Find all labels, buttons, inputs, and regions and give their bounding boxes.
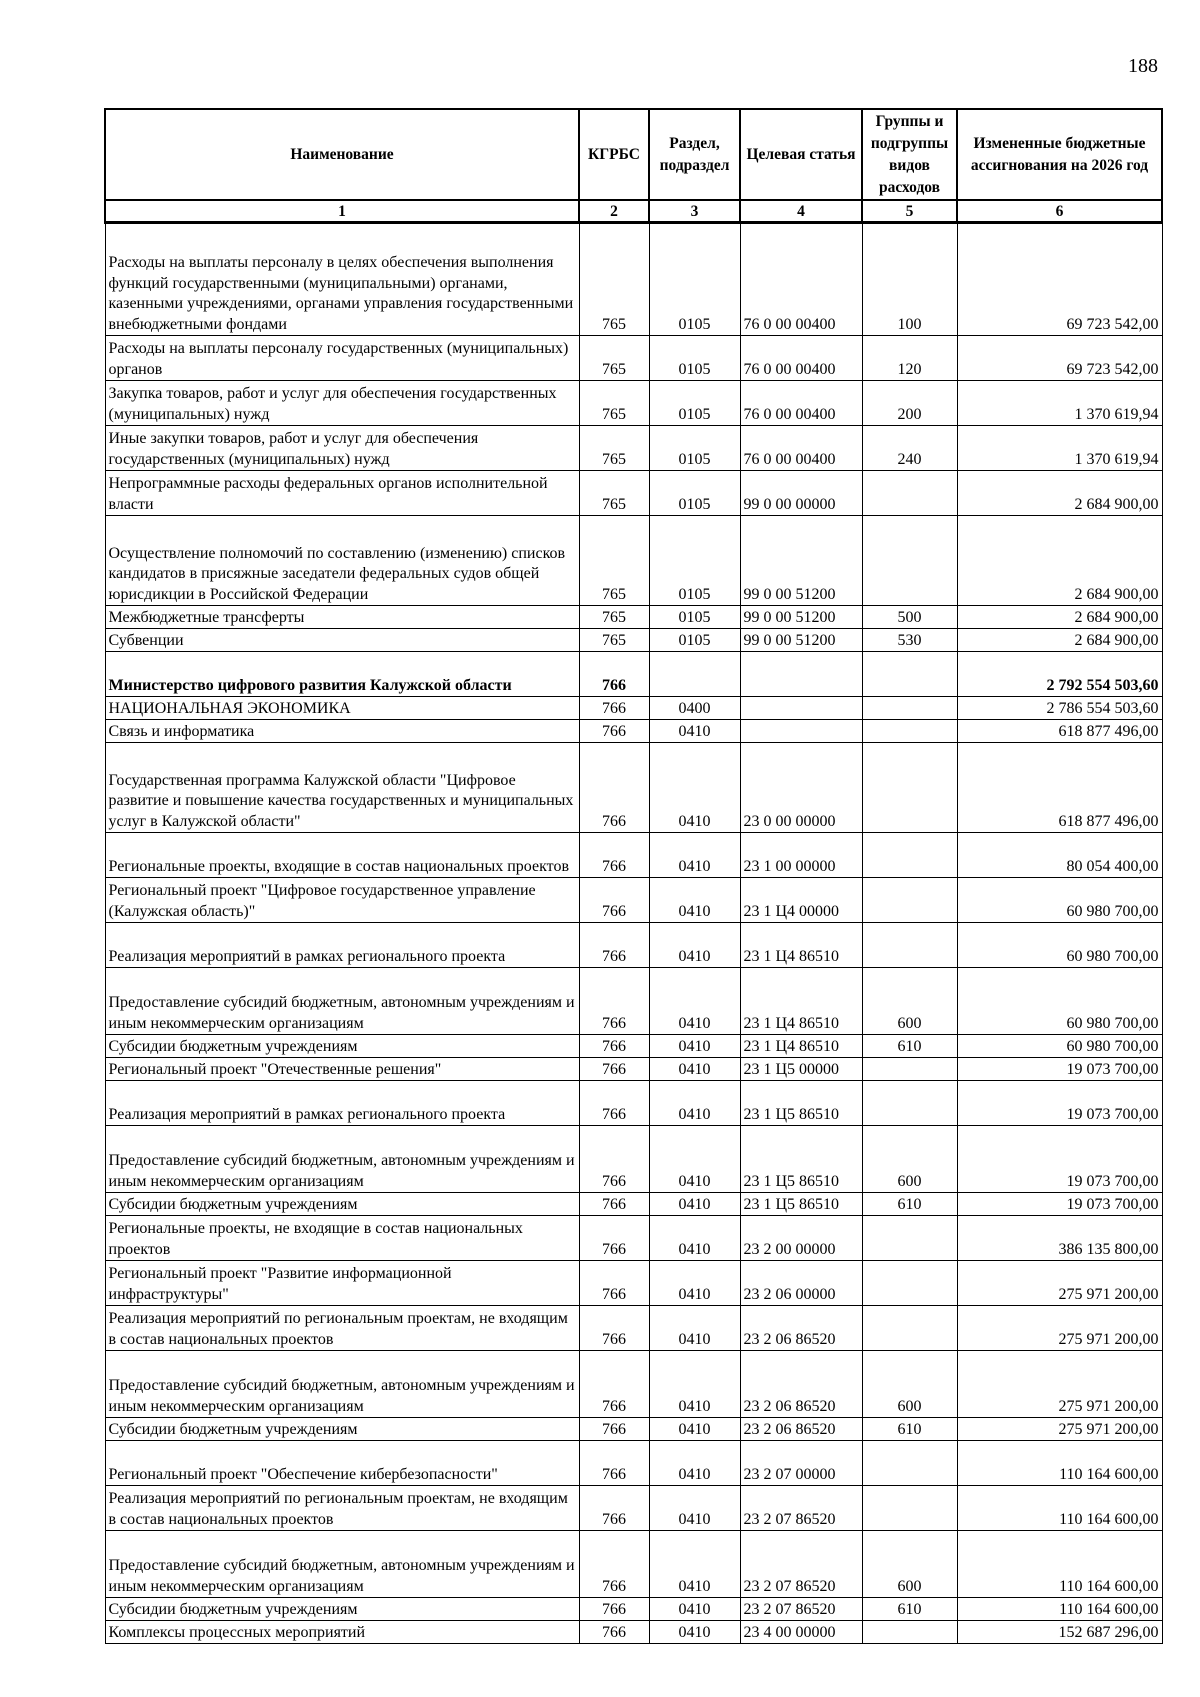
row-target: 76 0 00 00400 <box>740 381 862 426</box>
row-kgrbs: 766 <box>579 1621 649 1644</box>
row-group <box>862 1306 957 1351</box>
row-name: Региональный проект "Цифровое государственное управление (Калужская область)" <box>105 878 579 923</box>
row-name: Региональный проект "Отечественные решения" <box>105 1058 579 1081</box>
row-kgrbs: 766 <box>579 1081 649 1126</box>
row-amount: 275 971 200,00 <box>957 1306 1162 1351</box>
row-name: Осуществление полномочий по составлению (изменению) списков кандидатов в присяжные заседатели федеральных судов общей юрисдикции в Российской Федерации <box>105 516 579 606</box>
row-amount: 110 164 600,00 <box>957 1531 1162 1598</box>
row-target: 99 0 00 51200 <box>740 606 862 629</box>
row-kgrbs: 766 <box>579 720 649 743</box>
row-group: 600 <box>862 1351 957 1418</box>
row-kgrbs: 766 <box>579 833 649 878</box>
row-section: 0410 <box>649 1058 740 1081</box>
row-group: 600 <box>862 968 957 1035</box>
row-amount: 2 684 900,00 <box>957 516 1162 606</box>
row-target: 23 1 Ц5 00000 <box>740 1058 862 1081</box>
table-row <box>105 743 1162 833</box>
row-amount: 2 684 900,00 <box>957 471 1162 516</box>
row-kgrbs: 766 <box>579 1441 649 1486</box>
row-group <box>862 720 957 743</box>
column-number: 1 <box>105 200 579 223</box>
row-name: Предоставление субсидий бюджетным, автономным учреждениям и иным некоммерческим организациям <box>105 968 579 1035</box>
row-name: Расходы на выплаты персоналу в целях обеспечения выполнения функций государственными (муниципальными) органами, казенными учреждениями, органами управления государственными внебюджетными фондами <box>105 223 579 336</box>
row-group <box>862 652 957 697</box>
row-kgrbs: 766 <box>579 743 649 833</box>
page-number: 188 <box>1128 55 1158 77</box>
row-section: 0410 <box>649 1598 740 1621</box>
row-amount: 275 971 200,00 <box>957 1418 1162 1441</box>
row-group: 610 <box>862 1035 957 1058</box>
row-section: 0410 <box>649 1351 740 1418</box>
column-number: 6 <box>957 200 1162 223</box>
row-section: 0105 <box>649 516 740 606</box>
row-name: Непрограммные расходы федеральных органов исполнительной власти <box>105 471 579 516</box>
row-name: Комплексы процессных мероприятий <box>105 1621 579 1644</box>
row-amount: 110 164 600,00 <box>957 1598 1162 1621</box>
table-row <box>105 1035 1162 1058</box>
row-amount: 275 971 200,00 <box>957 1351 1162 1418</box>
row-amount: 19 073 700,00 <box>957 1193 1162 1216</box>
row-section: 0410 <box>649 1531 740 1598</box>
row-group: 610 <box>862 1598 957 1621</box>
row-group <box>862 1486 957 1531</box>
row-name: Региональные проекты, входящие в состав национальных проектов <box>105 833 579 878</box>
column-number: 2 <box>579 200 649 223</box>
row-name: Предоставление субсидий бюджетным, автономным учреждениям и иным некоммерческим организациям <box>105 1126 579 1193</box>
row-amount: 386 135 800,00 <box>957 1216 1162 1261</box>
row-target: 23 1 Ц5 86510 <box>740 1081 862 1126</box>
row-group <box>862 516 957 606</box>
row-section: 0410 <box>649 968 740 1035</box>
row-amount: 19 073 700,00 <box>957 1058 1162 1081</box>
table-row <box>105 336 1162 381</box>
row-kgrbs: 765 <box>579 471 649 516</box>
table-row <box>105 878 1162 923</box>
row-target: 23 2 00 00000 <box>740 1216 862 1261</box>
row-amount: 275 971 200,00 <box>957 1261 1162 1306</box>
row-kgrbs: 765 <box>579 606 649 629</box>
row-kgrbs: 765 <box>579 629 649 652</box>
row-name: Закупка товаров, работ и услуг для обеспечения государственных (муниципальных) нужд <box>105 381 579 426</box>
row-amount: 2 792 554 503,60 <box>957 652 1162 697</box>
row-name: Расходы на выплаты персоналу государственных (муниципальных) органов <box>105 336 579 381</box>
table-row <box>105 720 1162 743</box>
column-number: 4 <box>740 200 862 223</box>
row-kgrbs: 766 <box>579 697 649 720</box>
row-group: 600 <box>862 1126 957 1193</box>
row-target: 99 0 00 51200 <box>740 629 862 652</box>
row-kgrbs: 766 <box>579 923 649 968</box>
row-amount: 618 877 496,00 <box>957 743 1162 833</box>
row-kgrbs: 766 <box>579 1531 649 1598</box>
row-name: Межбюджетные трансферты <box>105 606 579 629</box>
row-amount: 60 980 700,00 <box>957 878 1162 923</box>
row-section: 0105 <box>649 381 740 426</box>
row-target: 23 2 06 86520 <box>740 1418 862 1441</box>
table-row <box>105 471 1162 516</box>
table-row <box>105 833 1162 878</box>
row-group <box>862 1058 957 1081</box>
row-name: Реализация мероприятий по региональным проектам, не входящим в состав национальных проектов <box>105 1306 579 1351</box>
row-kgrbs: 766 <box>579 1058 649 1081</box>
table-row <box>105 1306 1162 1351</box>
row-section: 0105 <box>649 606 740 629</box>
table-row <box>105 1126 1162 1193</box>
table-row <box>105 606 1162 629</box>
row-name: НАЦИОНАЛЬНАЯ ЭКОНОМИКА <box>105 697 579 720</box>
row-group <box>862 1441 957 1486</box>
row-name: Субсидии бюджетным учреждениям <box>105 1193 579 1216</box>
row-group: 200 <box>862 381 957 426</box>
row-name: Субсидии бюджетным учреждениям <box>105 1035 579 1058</box>
row-target: 23 1 Ц4 00000 <box>740 878 862 923</box>
row-section: 0410 <box>649 1126 740 1193</box>
row-amount: 1 370 619,94 <box>957 381 1162 426</box>
table-row <box>105 1193 1162 1216</box>
header-kgrbs: КГРБС <box>579 109 649 200</box>
row-section: 0410 <box>649 1216 740 1261</box>
table-row <box>105 1531 1162 1598</box>
row-group: 610 <box>862 1193 957 1216</box>
header-target: Целевая статья <box>740 109 862 200</box>
table-row <box>105 1418 1162 1441</box>
row-target: 23 1 Ц5 86510 <box>740 1193 862 1216</box>
row-kgrbs: 766 <box>579 1261 649 1306</box>
row-target: 23 2 07 86520 <box>740 1531 862 1598</box>
row-amount: 19 073 700,00 <box>957 1126 1162 1193</box>
row-group <box>862 471 957 516</box>
row-kgrbs: 766 <box>579 1126 649 1193</box>
row-target: 23 2 07 86520 <box>740 1486 862 1531</box>
row-target: 23 2 06 86520 <box>740 1306 862 1351</box>
header-name: Наименование <box>105 109 579 200</box>
row-target: 23 1 Ц5 86510 <box>740 1126 862 1193</box>
header-section: Раздел, подраздел <box>649 109 740 200</box>
row-section <box>649 652 740 697</box>
header-groups: Группы и подгруппы видов расходов <box>862 109 957 200</box>
row-section: 0410 <box>649 720 740 743</box>
row-section: 0410 <box>649 743 740 833</box>
row-target: 76 0 00 00400 <box>740 426 862 471</box>
row-kgrbs: 766 <box>579 1035 649 1058</box>
row-group: 120 <box>862 336 957 381</box>
row-amount: 69 723 542,00 <box>957 336 1162 381</box>
row-section: 0410 <box>649 1441 740 1486</box>
row-group: 600 <box>862 1531 957 1598</box>
row-name: Связь и информатика <box>105 720 579 743</box>
row-target: 23 1 Ц4 86510 <box>740 968 862 1035</box>
row-kgrbs: 766 <box>579 1351 649 1418</box>
row-name: Субсидии бюджетным учреждениям <box>105 1418 579 1441</box>
row-section: 0410 <box>649 1261 740 1306</box>
table-row <box>105 697 1162 720</box>
row-section: 0410 <box>649 1418 740 1441</box>
row-group <box>862 923 957 968</box>
row-target: 76 0 00 00400 <box>740 223 862 336</box>
table-row <box>105 1621 1162 1644</box>
row-amount: 2 786 554 503,60 <box>957 697 1162 720</box>
row-section: 0105 <box>649 629 740 652</box>
column-number: 5 <box>862 200 957 223</box>
row-target: 23 4 00 00000 <box>740 1621 862 1644</box>
row-name: Субсидии бюджетным учреждениям <box>105 1598 579 1621</box>
row-group: 100 <box>862 223 957 336</box>
table-row <box>105 1081 1162 1126</box>
row-kgrbs: 766 <box>579 1193 649 1216</box>
table-row <box>105 516 1162 606</box>
table-row <box>105 1486 1162 1531</box>
row-group: 610 <box>862 1418 957 1441</box>
table-row <box>105 1598 1162 1621</box>
row-target <box>740 652 862 697</box>
row-section: 0105 <box>649 426 740 471</box>
row-amount: 2 684 900,00 <box>957 629 1162 652</box>
column-number-row <box>105 200 1162 223</box>
row-target: 23 2 07 00000 <box>740 1441 862 1486</box>
table-header-row <box>105 109 1162 200</box>
row-kgrbs: 765 <box>579 381 649 426</box>
row-kgrbs: 765 <box>579 516 649 606</box>
row-amount: 110 164 600,00 <box>957 1486 1162 1531</box>
row-section: 0105 <box>649 336 740 381</box>
row-amount: 60 980 700,00 <box>957 923 1162 968</box>
row-name: Реализация мероприятий по региональным проектам, не входящим в состав национальных проектов <box>105 1486 579 1531</box>
row-section: 0410 <box>649 1035 740 1058</box>
row-group <box>862 833 957 878</box>
row-group <box>862 697 957 720</box>
row-name: Региональный проект "Обеспечение кибербезопасности" <box>105 1441 579 1486</box>
table-row <box>105 629 1162 652</box>
row-kgrbs: 766 <box>579 1216 649 1261</box>
row-kgrbs: 765 <box>579 426 649 471</box>
row-name: Реализация мероприятий в рамках регионального проекта <box>105 923 579 968</box>
row-group <box>862 1621 957 1644</box>
row-name: Реализация мероприятий в рамках регионального проекта <box>105 1081 579 1126</box>
row-target: 99 0 00 00000 <box>740 471 862 516</box>
row-target: 99 0 00 51200 <box>740 516 862 606</box>
row-name: Предоставление субсидий бюджетным, автономным учреждениям и иным некоммерческим организациям <box>105 1351 579 1418</box>
row-kgrbs: 766 <box>579 1418 649 1441</box>
row-section: 0105 <box>649 471 740 516</box>
row-kgrbs: 766 <box>579 1306 649 1351</box>
row-group: 240 <box>862 426 957 471</box>
row-name: Региональные проекты, не входящие в состав национальных проектов <box>105 1216 579 1261</box>
row-group <box>862 743 957 833</box>
row-kgrbs: 766 <box>579 968 649 1035</box>
table-row <box>105 652 1162 697</box>
row-section: 0400 <box>649 697 740 720</box>
row-target: 23 1 Ц4 86510 <box>740 1035 862 1058</box>
row-target <box>740 697 862 720</box>
row-section: 0410 <box>649 1193 740 1216</box>
row-amount: 19 073 700,00 <box>957 1081 1162 1126</box>
row-kgrbs: 765 <box>579 336 649 381</box>
row-amount: 110 164 600,00 <box>957 1441 1162 1486</box>
row-section: 0410 <box>649 1081 740 1126</box>
row-group <box>862 1261 957 1306</box>
row-group: 530 <box>862 629 957 652</box>
row-name: Иные закупки товаров, работ и услуг для обеспечения государственных (муниципальных) нужд <box>105 426 579 471</box>
row-section: 0410 <box>649 1306 740 1351</box>
row-section: 0410 <box>649 1621 740 1644</box>
row-amount: 60 980 700,00 <box>957 1035 1162 1058</box>
table-row <box>105 1441 1162 1486</box>
column-number: 3 <box>649 200 740 223</box>
table-row <box>105 1261 1162 1306</box>
row-kgrbs: 766 <box>579 1598 649 1621</box>
row-target: 23 0 00 00000 <box>740 743 862 833</box>
table-row <box>105 1216 1162 1261</box>
header-amount: Измененные бюджетные ассигнования на 2026 год <box>957 109 1162 200</box>
row-kgrbs: 766 <box>579 878 649 923</box>
table-row <box>105 1351 1162 1418</box>
row-target: 23 1 00 00000 <box>740 833 862 878</box>
row-group <box>862 1216 957 1261</box>
row-section: 0105 <box>649 223 740 336</box>
row-kgrbs: 766 <box>579 652 649 697</box>
table-row <box>105 1058 1162 1081</box>
row-name: Государственная программа Калужской области "Цифровое развитие и повышение качества государственных и муниципальных услуг в Калужской области" <box>105 743 579 833</box>
row-target <box>740 720 862 743</box>
row-section: 0410 <box>649 1486 740 1531</box>
row-section: 0410 <box>649 878 740 923</box>
row-group <box>862 878 957 923</box>
row-section: 0410 <box>649 833 740 878</box>
row-amount: 1 370 619,94 <box>957 426 1162 471</box>
row-group <box>862 1081 957 1126</box>
row-target: 76 0 00 00400 <box>740 336 862 381</box>
table-row <box>105 426 1162 471</box>
row-name: Предоставление субсидий бюджетным, автономным учреждениям и иным некоммерческим организациям <box>105 1531 579 1598</box>
row-section: 0410 <box>649 923 740 968</box>
row-name: Субвенции <box>105 629 579 652</box>
row-target: 23 1 Ц4 86510 <box>740 923 862 968</box>
row-amount: 2 684 900,00 <box>957 606 1162 629</box>
table-row <box>105 968 1162 1035</box>
table-row <box>105 381 1162 426</box>
row-name: Министерство цифрового развития Калужской области <box>105 652 579 697</box>
row-target: 23 2 06 00000 <box>740 1261 862 1306</box>
row-kgrbs: 765 <box>579 223 649 336</box>
row-kgrbs: 766 <box>579 1486 649 1531</box>
table-row <box>105 223 1162 336</box>
budget-table <box>104 108 1163 1644</box>
row-target: 23 2 06 86520 <box>740 1351 862 1418</box>
row-target: 23 2 07 86520 <box>740 1598 862 1621</box>
row-name: Региональный проект "Развитие информационной инфраструктуры" <box>105 1261 579 1306</box>
row-amount: 69 723 542,00 <box>957 223 1162 336</box>
row-amount: 152 687 296,00 <box>957 1621 1162 1644</box>
row-amount: 80 054 400,00 <box>957 833 1162 878</box>
row-group: 500 <box>862 606 957 629</box>
row-amount: 618 877 496,00 <box>957 720 1162 743</box>
table-body <box>105 223 1162 1644</box>
row-amount: 60 980 700,00 <box>957 968 1162 1035</box>
table-row <box>105 923 1162 968</box>
